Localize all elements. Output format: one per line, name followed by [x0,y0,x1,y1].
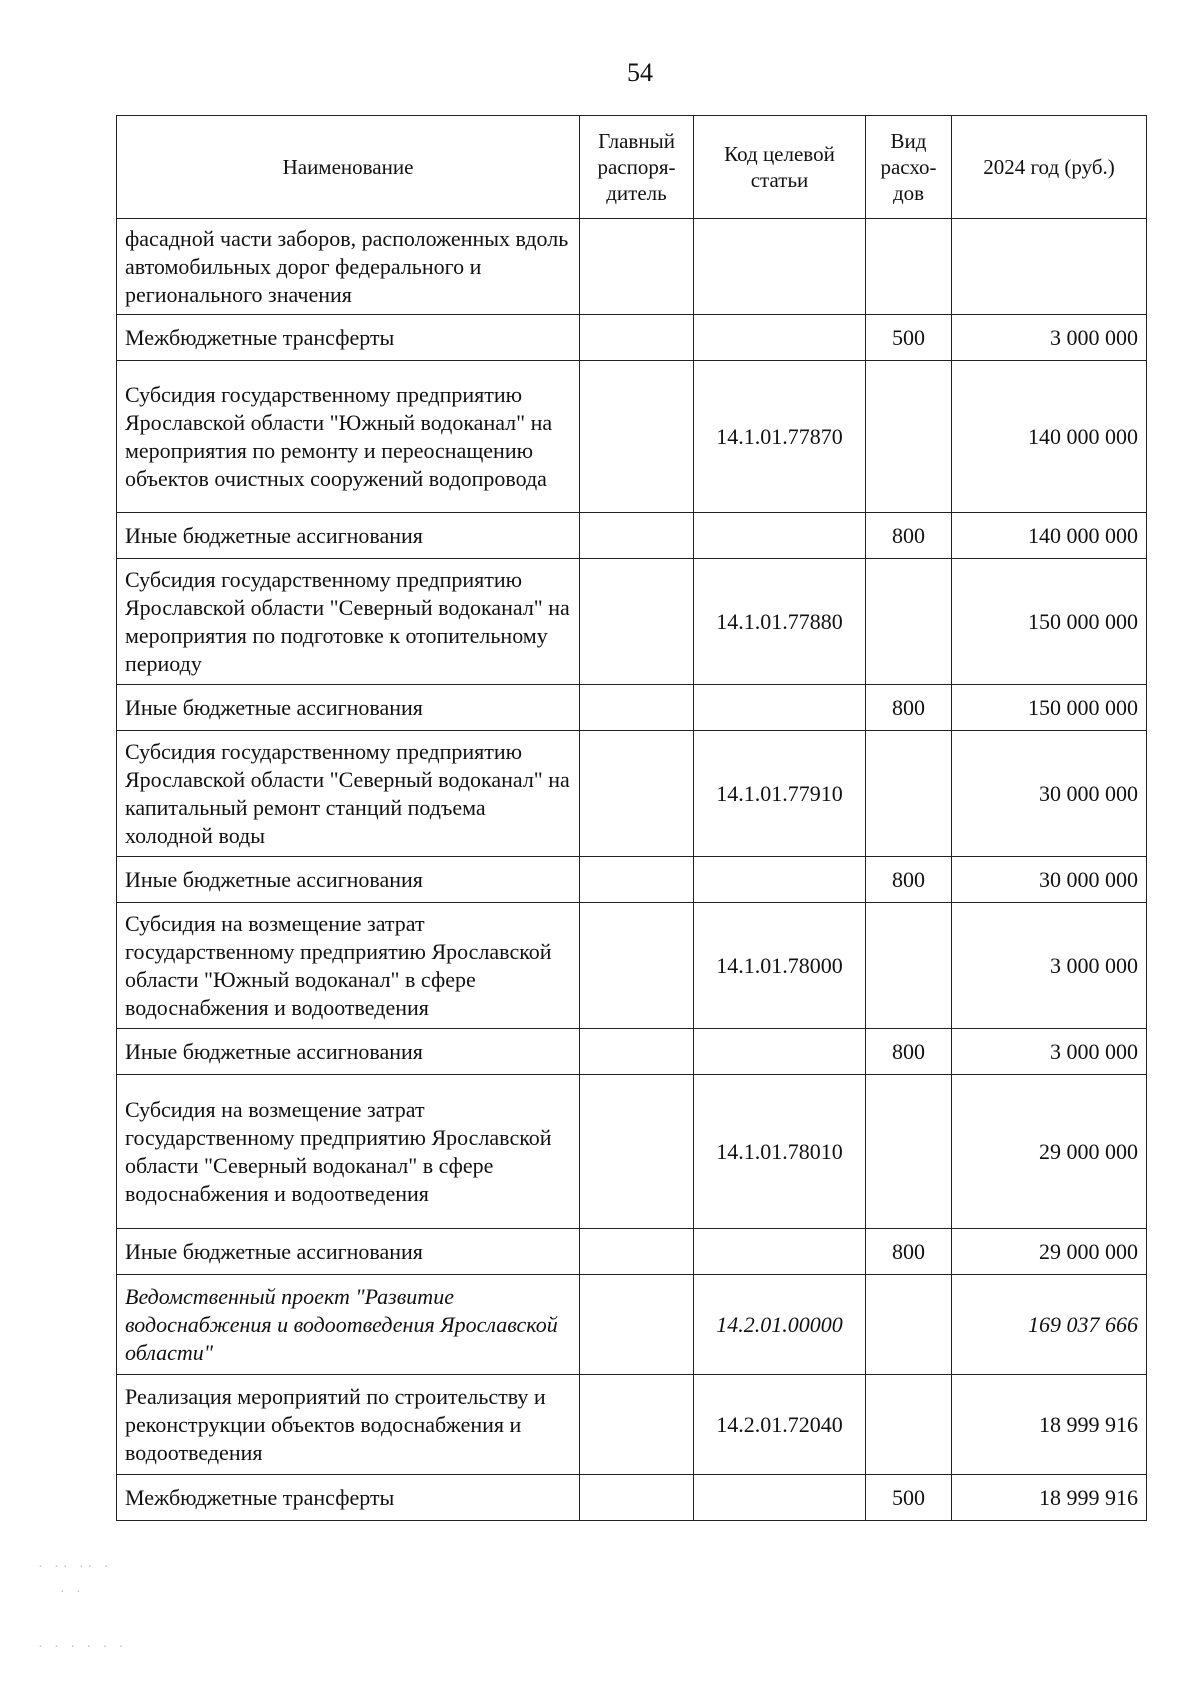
scan-smudge: · ·· ·· · [38,1560,113,1575]
cell-name: Субсидия государственному предприятию Ярославской области "Южный водоканал" на мероприятия по ремонту и переоснащению объектов очистных сооружений водопровода [117,361,580,513]
cell-kind: 500 [866,315,952,361]
cell-code [694,685,866,731]
cell-kind [866,559,952,685]
table-row [117,559,1147,685]
cell-name: Субсидия на возмещение затрат государственному предприятию Ярославской области "Южный водоканал" в сфере водоснабжения и водоотведения [117,903,580,1029]
budget-table [116,115,1147,1521]
table-row [117,219,1147,315]
table-row [117,315,1147,361]
cell-amount: 3 000 000 [952,1029,1147,1075]
cell-amount: 3 000 000 [952,903,1147,1029]
cell-code [694,1229,866,1275]
table-row [117,361,1147,513]
cell-name: Ведомственный проект "Развитие водоснабжения и водоотведения Ярославской области" [117,1275,580,1375]
cell-kind: 800 [866,513,952,559]
table-row [117,857,1147,903]
cell-name: Субсидия на возмещение затрат государственному предприятию Ярославской области "Северный водоканал" в сфере водоснабжения и водоотведения [117,1075,580,1229]
cell-kind [866,903,952,1029]
cell-name: Межбюджетные трансферты [117,315,580,361]
cell-admin [580,857,694,903]
cell-amount: 150 000 000 [952,559,1147,685]
cell-kind [866,219,952,315]
cell-admin [580,1075,694,1229]
cell-code: 14.1.01.78000 [694,903,866,1029]
cell-code: 14.1.01.78010 [694,1075,866,1229]
cell-code: 14.1.01.77870 [694,361,866,513]
cell-amount: 30 000 000 [952,731,1147,857]
cell-code: 14.1.01.77880 [694,559,866,685]
cell-amount: 29 000 000 [952,1229,1147,1275]
cell-code [694,857,866,903]
table-header-row [117,116,1147,219]
cell-admin [580,1375,694,1475]
cell-amount: 169 037 666 [952,1275,1147,1375]
cell-code [694,513,866,559]
cell-amount: 3 000 000 [952,315,1147,361]
cell-name: Иные бюджетные ассигнования [117,685,580,731]
table-row [117,1475,1147,1521]
table-row [117,903,1147,1029]
cell-amount: 140 000 000 [952,513,1147,559]
scan-smudge: · · · · · · [38,1640,128,1655]
cell-kind: 800 [866,857,952,903]
cell-admin [580,361,694,513]
table-row [117,685,1147,731]
cell-admin [580,1475,694,1521]
cell-admin [580,219,694,315]
table-row [117,1375,1147,1475]
cell-name: Иные бюджетные ассигнования [117,1029,580,1075]
cell-kind [866,1075,952,1229]
cell-code: 14.1.01.77910 [694,731,866,857]
cell-code [694,219,866,315]
cell-admin [580,1029,694,1075]
cell-name: Реализация мероприятий по строительству и реконструкции объектов водоснабжения и водоотведения [117,1375,580,1475]
cell-amount: 140 000 000 [952,361,1147,513]
cell-name: Субсидия государственному предприятию Ярославской области "Северный водоканал" на мероприятия по подготовке к отопительному периоду [117,559,580,685]
page-number: 54 [627,58,653,87]
table-row [117,731,1147,857]
scan-smudge: · · [60,1585,85,1600]
cell-admin [580,731,694,857]
cell-code: 14.2.01.72040 [694,1375,866,1475]
table-row [117,513,1147,559]
header-name: Наименование [117,116,580,219]
cell-code [694,315,866,361]
cell-amount [952,219,1147,315]
cell-admin [580,559,694,685]
header-kind: Вид расхо-дов [866,116,952,219]
cell-kind: 800 [866,1229,952,1275]
cell-kind [866,1275,952,1375]
header-admin: Главный распоря-дитель [580,116,694,219]
cell-kind [866,731,952,857]
cell-admin [580,685,694,731]
table-row [117,1275,1147,1375]
cell-amount: 29 000 000 [952,1075,1147,1229]
cell-kind: 800 [866,1029,952,1075]
cell-amount: 150 000 000 [952,685,1147,731]
cell-kind [866,361,952,513]
cell-code [694,1029,866,1075]
cell-name: Межбюджетные трансферты [117,1475,580,1521]
cell-name: Субсидия государственному предприятию Ярославской области "Северный водоканал" на капитальный ремонт станций подъема холодной воды [117,731,580,857]
cell-amount: 30 000 000 [952,857,1147,903]
cell-admin [580,315,694,361]
cell-code: 14.2.01.00000 [694,1275,866,1375]
cell-kind [866,1375,952,1475]
cell-kind: 800 [866,685,952,731]
cell-code [694,1475,866,1521]
table-row [117,1229,1147,1275]
cell-name: Иные бюджетные ассигнования [117,1229,580,1275]
cell-admin [580,1229,694,1275]
table-row [117,1075,1147,1229]
cell-admin [580,513,694,559]
cell-amount: 18 999 916 [952,1375,1147,1475]
cell-amount: 18 999 916 [952,1475,1147,1521]
cell-name: фасадной части заборов, расположенных вдоль автомобильных дорог федерального и регионального значения [117,219,580,315]
table-body [117,219,1147,1521]
table-row [117,1029,1147,1075]
cell-name: Иные бюджетные ассигнования [117,513,580,559]
cell-admin [580,1275,694,1375]
header-code: Код целевой статьи [694,116,866,219]
cell-name: Иные бюджетные ассигнования [117,857,580,903]
header-amount: 2024 год (руб.) [952,116,1147,219]
cell-admin [580,903,694,1029]
cell-kind: 500 [866,1475,952,1521]
